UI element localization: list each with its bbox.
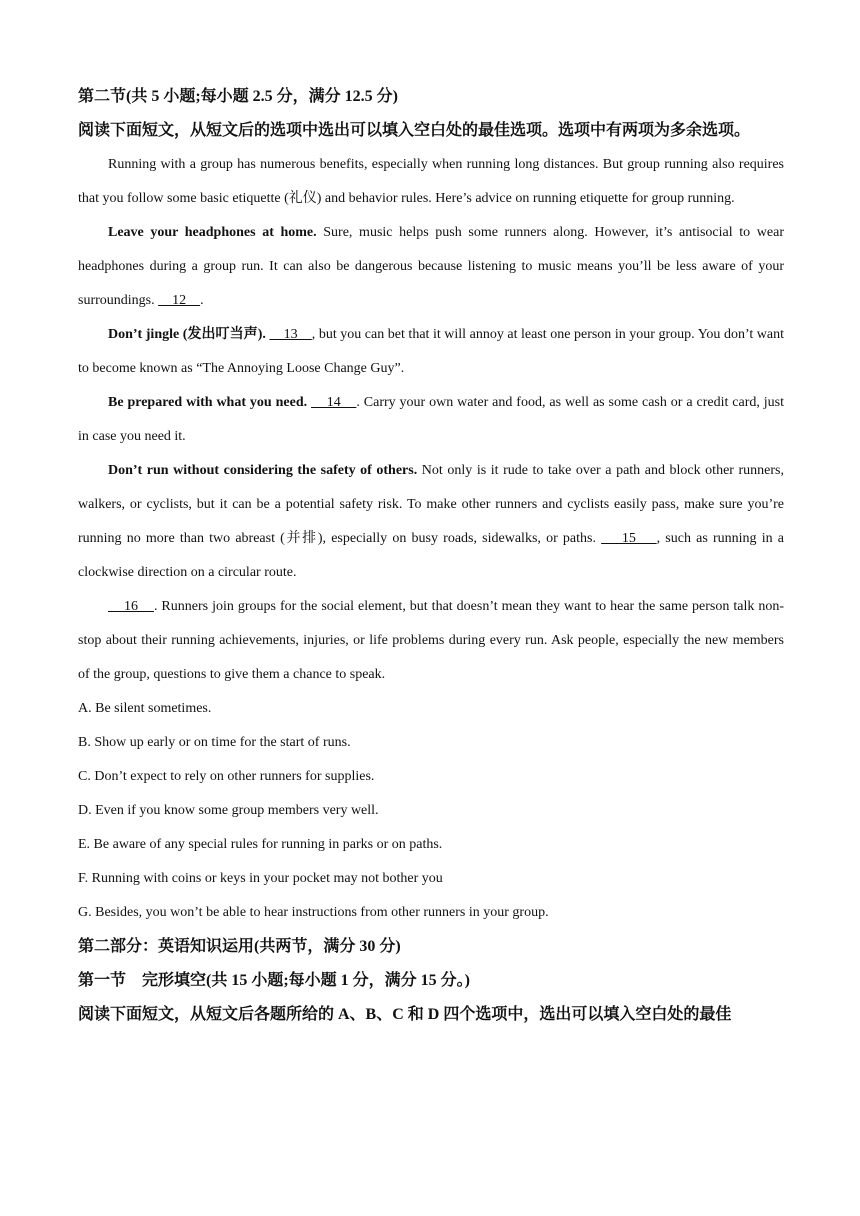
paragraph-lead: Don’t jingle (发出叮当声). xyxy=(108,327,266,342)
paragraph-text: . Runners join groups for the social element, but that doesn’t mean they want to hear the same person talk non-stop about their running achievements, injuries, or life problems during every run. Ask people, especially the new members of the group, questions to give them a chance to speak. xyxy=(78,599,784,682)
paragraph-text: Running with a group has numerous benefits, especially when running long distances. But group running also requires that you follow some basic etiquette (礼仪) and behavior rules. Here’s advice on running etiquette for group running. xyxy=(78,157,784,206)
passage-paragraph-4 xyxy=(78,386,784,454)
blank-16: 16 xyxy=(108,599,154,614)
paragraph-text: Not only is it rude to take over a path and block other runners, walkers, or cyclists, but it can be a potential safety risk. To make other runners and cyclists easily pass, make sure you’re running no more than two abreast (并排), especially on busy roads, sidewalks, or paths. xyxy=(78,463,785,546)
instructions: 阅读下面短文，从短文后的选项中选出可以填入空白处的最佳选项。选项中有两项为多余选项。 xyxy=(78,122,751,139)
option-d: D. Even if you know some group members very well. xyxy=(78,803,379,818)
part2-section1-header: 第一节 完形填空(共 15 小题;每小题 1 分，满分 15 分。) xyxy=(78,972,470,989)
paragraph-text: . Carry your own water and food, as well as some cash or a credit card, just in case you need it. xyxy=(78,395,785,444)
paragraph-lead: Be prepared with what you need. xyxy=(108,395,308,410)
passage-paragraph-3 xyxy=(78,318,784,386)
option-c: C. Don’t expect to rely on other runners for supplies. xyxy=(78,769,375,784)
paragraph-text: , but you can bet that it will annoy at least one person in your group. You don’t want to become known as “The Annoying Loose Change Guy”. xyxy=(78,327,785,376)
option-e: E. Be aware of any special rules for running in parks or on paths. xyxy=(78,837,443,852)
part2-instructions: 阅读下面短文，从短文后各题所给的 A、B、C 和 D 四个选项中，选出可以填入空白处的最佳 xyxy=(78,1006,732,1023)
option-g: G. Besides, you won’t be able to hear instructions from other runners in your group. xyxy=(78,905,549,920)
paragraph-text: Sure, music helps push some runners along. However, it’s antisocial to wear headphones during a group run. It can also be dangerous because listening to music means you’ll be less aware of your surroundings. xyxy=(78,225,784,308)
paragraph-end: , such as running in a clockwise direction on a circular route. xyxy=(78,531,785,580)
paragraph-lead: Don’t run without considering the safety of others. xyxy=(108,463,418,478)
option-a: A. Be silent sometimes. xyxy=(78,701,212,716)
section-header: 第二节(共 5 小题;每小题 2.5 分，满分 12.5 分) xyxy=(78,88,398,105)
blank-13: 13 xyxy=(269,327,312,342)
option-b: B. Show up early or on time for the start of runs. xyxy=(78,735,351,750)
paragraph-end: . xyxy=(200,293,204,308)
option-f: F. Running with coins or keys in your pocket may not bother you xyxy=(78,871,443,886)
paragraph-lead: Leave your headphones at home. xyxy=(108,225,317,240)
passage-paragraph-1 xyxy=(78,148,784,216)
passage-paragraph-2 xyxy=(78,216,784,318)
blank-12: 12 xyxy=(158,293,201,308)
blank-15: 15 xyxy=(601,531,657,546)
passage-paragraph-5 xyxy=(78,454,784,590)
passage-paragraph-6 xyxy=(78,590,784,692)
document-page xyxy=(78,80,784,1032)
part2-header: 第二部分：英语知识运用(共两节，满分 30 分) xyxy=(78,938,401,955)
blank-14: 14 xyxy=(311,395,357,410)
